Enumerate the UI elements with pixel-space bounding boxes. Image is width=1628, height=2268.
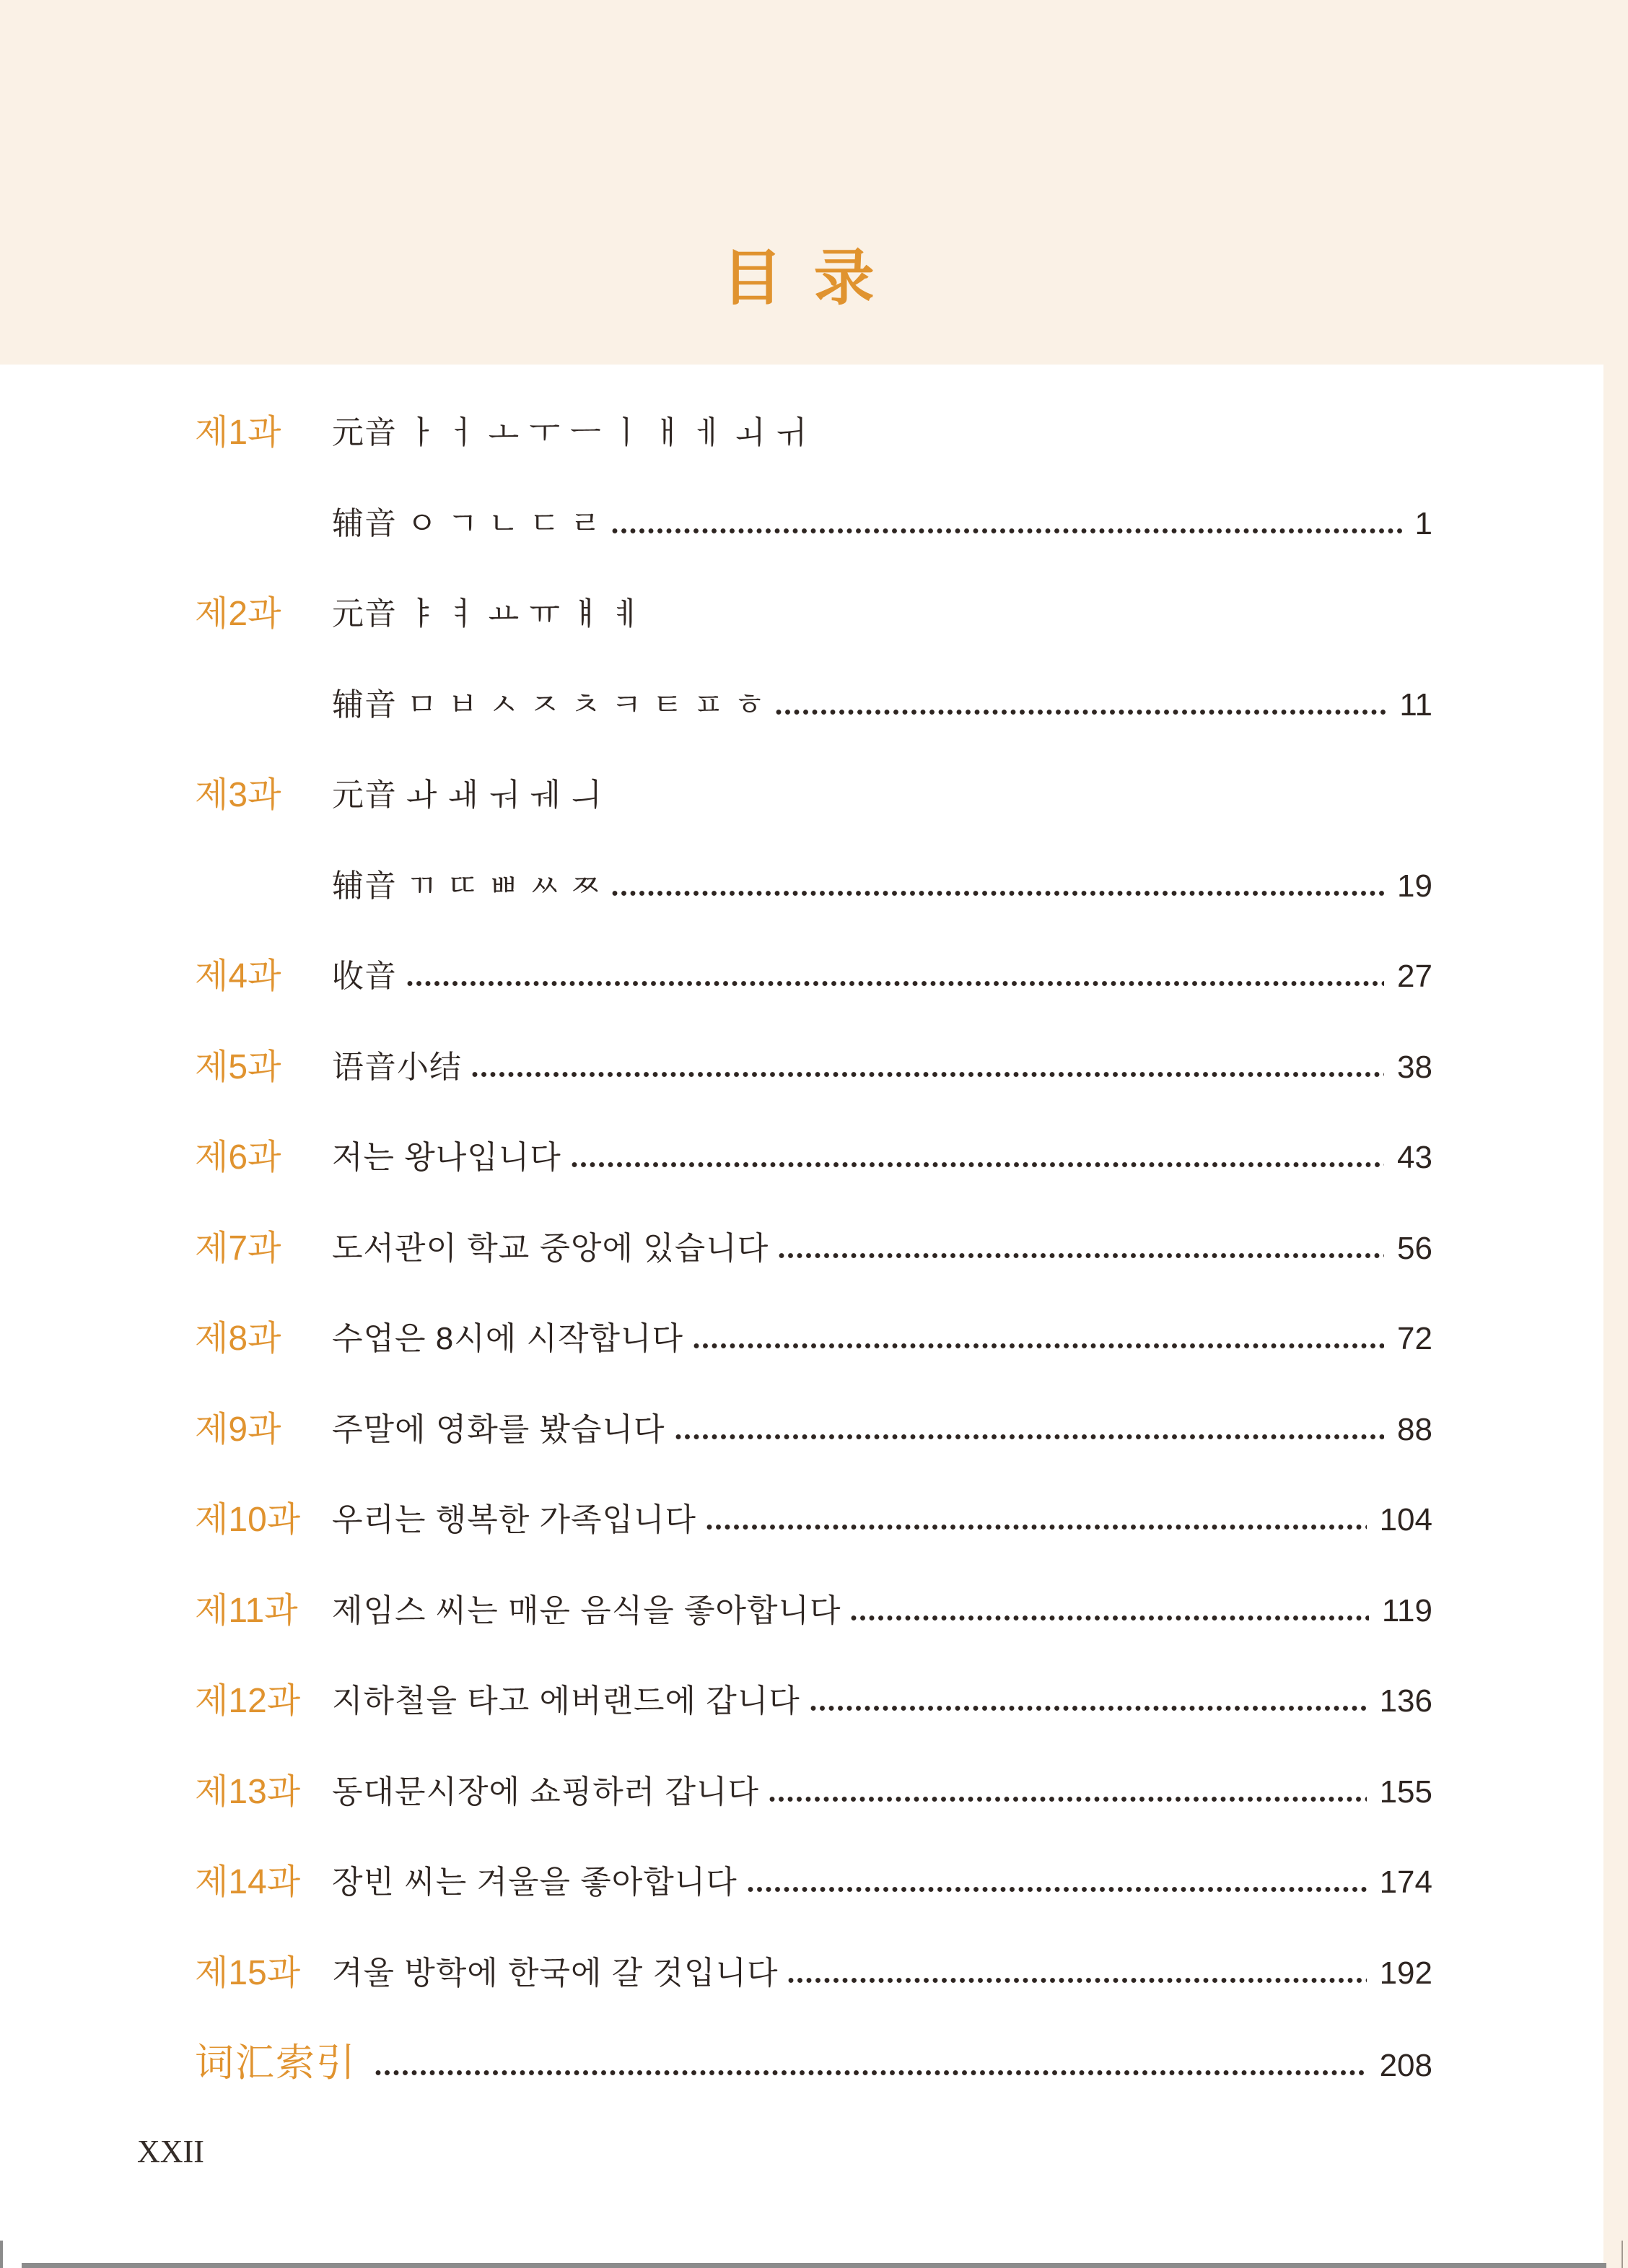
toc-line xyxy=(332,750,1432,841)
toc-line-text: 저는 왕나입니다 xyxy=(332,1140,561,1175)
dot-leader xyxy=(612,890,1384,897)
toc-entry xyxy=(195,750,1432,931)
page-number: 56 xyxy=(1397,1230,1432,1266)
toc-line xyxy=(332,841,1432,932)
toc-entry-lines xyxy=(332,388,1432,569)
toc-list xyxy=(195,388,1432,2109)
toc-entry xyxy=(195,1384,1432,1475)
toc-entry-label: 词汇索引 xyxy=(195,2041,356,2085)
toc-line-text: 辅音 ㅁ ㅂ ㅅ ㅈ ㅊ ㅋ ㅌ ㅍ ㅎ xyxy=(332,686,766,723)
toc-entry xyxy=(195,1022,1432,1113)
toc-entry-label: 제9과 xyxy=(195,1410,281,1449)
toc-entry xyxy=(195,1203,1432,1294)
page-edge-shadow-bottom xyxy=(22,2263,1606,2268)
toc-entry-label: 제2과 xyxy=(195,595,281,633)
toc-line-text: 동대문시장에 쇼핑하러 갑니다 xyxy=(332,1774,759,1810)
toc-entry-label: 제6과 xyxy=(195,1138,281,1177)
dot-leader xyxy=(612,528,1402,534)
toc-line xyxy=(332,1022,1432,1113)
page-number: 1 xyxy=(1414,505,1432,541)
page-number: 72 xyxy=(1397,1321,1432,1356)
toc-entry-lines xyxy=(332,1928,1432,2019)
dot-leader xyxy=(851,1615,1368,1621)
toc-entry-lines xyxy=(332,1112,1432,1203)
toc-line xyxy=(332,1112,1432,1203)
toc-entry xyxy=(195,1928,1432,2019)
dot-leader xyxy=(472,1071,1384,1078)
toc-line xyxy=(332,1566,1432,1657)
toc-line xyxy=(332,1294,1432,1384)
toc-entry-label: 제3과 xyxy=(195,776,281,814)
dot-leader xyxy=(675,1434,1385,1440)
page-edge-shadow-right xyxy=(1622,2241,1623,2268)
dot-leader xyxy=(693,1343,1384,1349)
dot-leader xyxy=(706,1524,1367,1530)
page-number: 11 xyxy=(1399,686,1432,723)
toc-line xyxy=(332,1203,1432,1294)
toc-line-text: 元音 ㅏ ㅓ ㅗ ㅜ ㅡ ㅣ ㅐ ㅔ ㅚ ㅟ xyxy=(332,415,807,450)
toc-entry-label: 제15과 xyxy=(195,1953,301,1992)
dot-leader xyxy=(810,1705,1367,1711)
toc-line-text: 도서관이 학교 중앙에 있습니다 xyxy=(332,1230,769,1266)
toc-entry xyxy=(195,569,1432,750)
toc-entry-lines xyxy=(332,569,1432,750)
toc-entry-lines xyxy=(332,1747,1432,1838)
toc-line xyxy=(332,1656,1432,1747)
toc-line-text: 辅音 ㅇ ㄱ ㄴ ㄷ ㄹ xyxy=(332,505,602,541)
page-edge-shadow-left xyxy=(0,2241,3,2268)
toc-line-text: 제임스 씨는 매운 음식을 좋아합니다 xyxy=(332,1592,841,1628)
dot-leader xyxy=(788,1977,1366,1984)
toc-line-text: 주말에 영화를 봤습니다 xyxy=(332,1411,665,1447)
page-number: 208 xyxy=(1379,2048,1432,2083)
toc-line-text: 장빈 씨는 겨울을 좋아합니다 xyxy=(332,1864,738,1900)
toc-entry-lines xyxy=(332,1566,1432,1657)
toc-entry-label: 제1과 xyxy=(195,414,281,452)
dot-leader xyxy=(375,2069,1367,2076)
toc-entry xyxy=(195,1566,1432,1657)
toc-entry xyxy=(195,1294,1432,1384)
toc-entry-label: 제8과 xyxy=(195,1320,281,1358)
toc-entry-lines xyxy=(332,1837,1432,1928)
page-number: 88 xyxy=(1397,1411,1432,1447)
toc-line-text: 元音 ㅑ ㅕ ㅛ ㅠ ㅒ ㅖ xyxy=(332,596,643,632)
toc-line-text: 元音 ㅘ ㅙ ㅝ ㅞ ㅢ xyxy=(332,777,602,813)
toc-line xyxy=(332,1928,1432,2019)
toc-line-text: 语音小结 xyxy=(332,1049,462,1085)
toc-line-text: 辅音 ㄲ ㄸ ㅃ ㅆ ㅉ xyxy=(332,868,602,904)
dot-leader xyxy=(769,1796,1367,1802)
toc-entry-lines xyxy=(332,931,1432,1022)
toc-line-text: 수업은 8시에 시작합니다 xyxy=(332,1321,683,1356)
page-number: 155 xyxy=(1379,1774,1432,1810)
dot-leader xyxy=(776,709,1387,715)
page-title: 目 录 xyxy=(722,244,882,312)
toc-line-text: 우리는 행복한 가족입니다 xyxy=(332,1502,696,1538)
toc-entry-lines xyxy=(332,1656,1432,1747)
toc-entry-index xyxy=(195,2018,1432,2109)
toc-entry-label: 제13과 xyxy=(195,1772,301,1811)
toc-entry-lines xyxy=(332,1384,1432,1475)
toc-line xyxy=(332,1384,1432,1475)
page-number: 104 xyxy=(1379,1502,1432,1538)
toc-entry-lines xyxy=(332,1022,1432,1113)
dot-leader xyxy=(748,1886,1367,1893)
toc-line xyxy=(332,1837,1432,1928)
toc-entry-lines xyxy=(332,1475,1432,1566)
toc-entry xyxy=(195,1747,1432,1838)
dot-leader xyxy=(407,980,1384,987)
page-number: 192 xyxy=(1379,1955,1432,1991)
toc-entry-label: 제4과 xyxy=(195,957,281,995)
page-number: 38 xyxy=(1397,1049,1432,1085)
toc-entry-label: 제12과 xyxy=(195,1682,301,1720)
toc-line xyxy=(332,931,1432,1022)
toc-entry-label: 제5과 xyxy=(195,1047,281,1086)
toc-line xyxy=(332,569,1432,660)
toc-entry xyxy=(195,388,1432,569)
footer-page-number: XXII xyxy=(137,2134,204,2169)
toc-line xyxy=(332,479,1432,570)
toc-entry xyxy=(195,1837,1432,1928)
page-number: 119 xyxy=(1381,1592,1432,1628)
toc-entry-lines xyxy=(332,750,1432,931)
toc-entry-lines xyxy=(332,1294,1432,1384)
page-number: 43 xyxy=(1397,1140,1432,1175)
toc-entry xyxy=(195,931,1432,1022)
page-number: 19 xyxy=(1397,868,1432,904)
dot-leader xyxy=(572,1161,1384,1168)
toc-entry xyxy=(195,1475,1432,1566)
toc-entry-label: 제10과 xyxy=(195,1501,301,1539)
toc-line-text: 지하철을 타고 에버랜드에 갑니다 xyxy=(332,1683,800,1719)
toc-entry-label: 제14과 xyxy=(195,1863,301,1901)
toc-entry-label: 제11과 xyxy=(195,1591,298,1630)
toc-line xyxy=(332,660,1432,751)
toc-line xyxy=(332,1747,1432,1838)
toc-entry xyxy=(195,1656,1432,1747)
page-number: 136 xyxy=(1379,1683,1432,1719)
toc-line-text: 收音 xyxy=(332,959,397,994)
toc-line xyxy=(332,388,1432,479)
page-right-edge-strip xyxy=(1603,0,1628,2268)
toc-entry xyxy=(195,1112,1432,1203)
dot-leader xyxy=(779,1252,1384,1259)
toc-entry-label: 제7과 xyxy=(195,1229,281,1268)
toc-line xyxy=(332,1475,1432,1566)
page-number: 27 xyxy=(1397,959,1432,994)
toc-line-text: 겨울 방학에 한국에 갈 것입니다 xyxy=(332,1955,779,1991)
toc-entry-lines xyxy=(332,1203,1432,1294)
page-number: 174 xyxy=(1379,1864,1432,1900)
